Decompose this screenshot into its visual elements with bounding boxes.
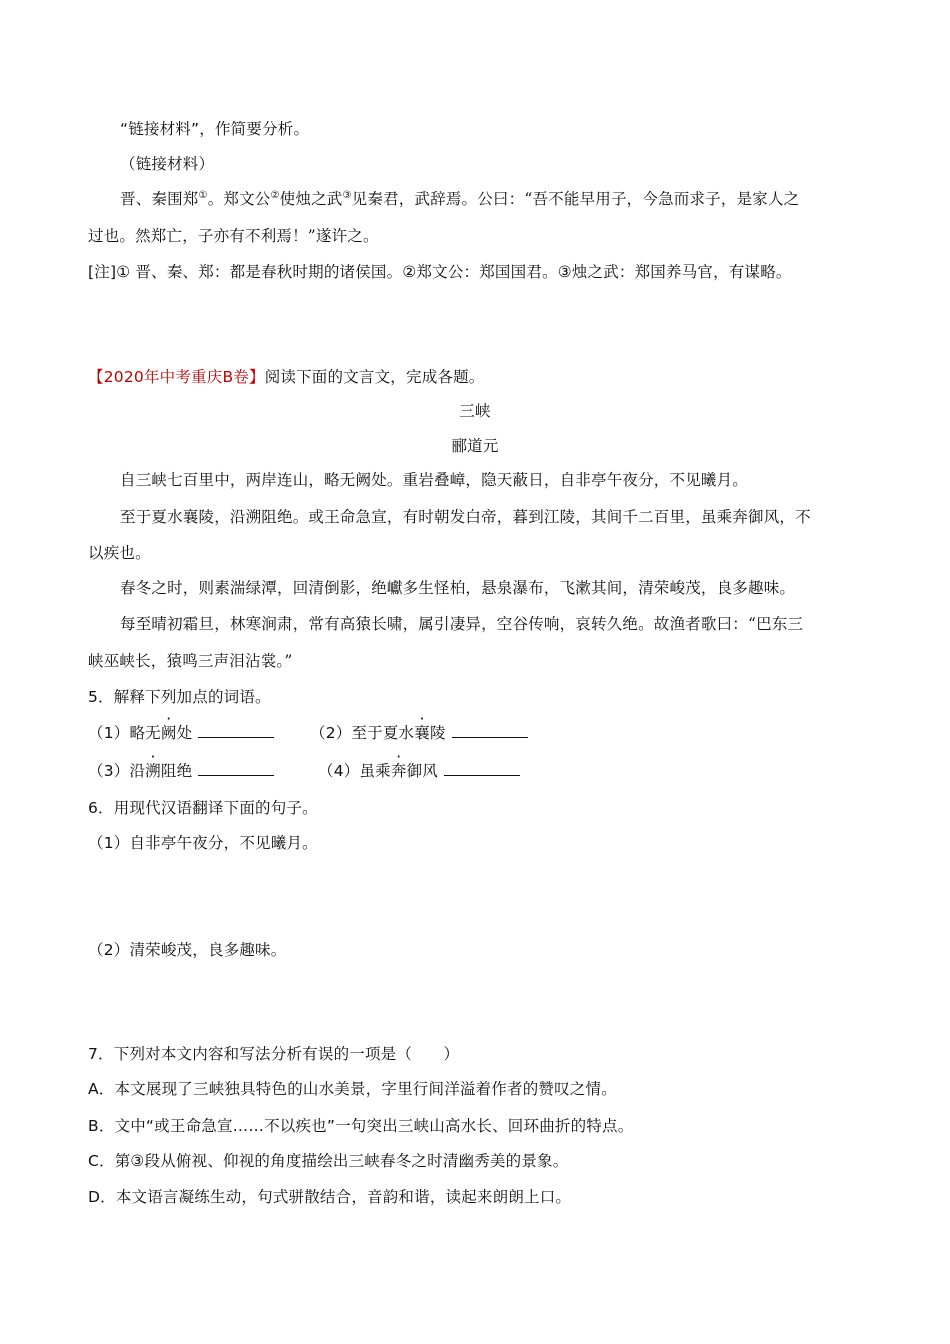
passage-paragraph-4-line1: 每至晴初霜旦，林寒涧肃，常有高猿长啸，属引凄异，空谷传响，哀转久绝。故渔者歌曰：“巴东三 — [120, 615, 804, 633]
footnote-ref-2: ② — [270, 189, 280, 201]
question-5-item-4: （4）虽乘奔御风 — [318, 761, 520, 781]
answer-blank[interactable] — [198, 761, 274, 776]
question-7-stem: 7．下列对本文内容和写法分析有误的一项是（ ） — [88, 1045, 460, 1063]
source-tag: 【2020年中考重庆B卷】 — [88, 368, 265, 386]
section-header — [88, 367, 485, 387]
dotted-word: 奔 — [390, 762, 407, 780]
question-7-option-d[interactable]: D．本文语言凝练生动，句式骈散结合，音韵和谐，读起来朗朗上口。 — [88, 1188, 572, 1206]
question-7-option-a[interactable]: A．本文展现了三峡独具特色的山水美景，字里行间洋溢着作者的赞叹之情。 — [88, 1080, 617, 1098]
passage-paragraph-2-line2: 以疾也。 — [88, 544, 151, 562]
answer-blank[interactable] — [198, 723, 274, 738]
question-7-option-c[interactable]: C．第③段从俯视、仰视的角度描绘出三峡春冬之时清幽秀美的景象。 — [88, 1152, 569, 1170]
passage-author: 郦道元 — [451, 437, 499, 455]
link-material-paragraph-line2: 过也。然郑亡，子亦有不利焉！”遂许之。 — [88, 227, 379, 245]
link-material-paragraph-line1: 晋、秦围郑①。郑文公②使烛之武③见秦君，武辞焉。公曰：“吾不能早用子，今急而求子，是家人之 — [120, 189, 800, 208]
footnote-ref-1: ① — [198, 189, 208, 201]
question-6-stem: 6．用现代汉语翻译下面的句子。 — [88, 799, 318, 817]
question-5-item-1: （1）略无阙处 — [88, 723, 274, 743]
question-7-option-b[interactable]: B．文中“或王命急宣……不以疾也”一句突出三峡山高水长、回环曲折的特点。 — [88, 1117, 634, 1135]
passage-paragraph-3: 春冬之时，则素湍绿潭，回清倒影，绝巘多生怪柏，悬泉瀑布，飞漱其间，清荣峻茂，良多趣味。 — [120, 579, 796, 597]
link-material-header: （链接材料） — [120, 155, 215, 173]
dotted-word: 溯 — [145, 762, 161, 780]
passage-paragraph-2-line1: 至于夏水襄陵，沿溯阻绝。或王命急宣，有时朝发白帝，暮到江陵，其间千二百里，虽乘奔御风，不 — [120, 508, 811, 526]
dotted-word: 阙 — [160, 724, 177, 742]
question-6-sentence-2: （2）清荣峻茂，良多趣味。 — [88, 941, 287, 959]
question-5-item-3: （3）沿溯阻绝 — [88, 761, 274, 781]
answer-blank[interactable] — [452, 723, 528, 738]
question-5-item-2: （2）至于夏水襄陵 — [310, 723, 528, 743]
passage-title: 三峡 — [459, 402, 491, 420]
footnote-ref-3: ③ — [342, 189, 352, 201]
link-material-note: [注]① 晋、秦、郑：都是春秋时期的诸侯国。②郑文公：郑国国君。③烛之武：郑国养马官，有谋略。 — [88, 263, 792, 281]
dotted-word: 襄 — [414, 724, 430, 742]
answer-blank[interactable] — [444, 761, 520, 776]
section-instruction: 阅读下面的文言文，完成各题。 — [264, 368, 485, 386]
passage-paragraph-4-line2: 峡巫峡长，猿鸣三声泪沾裳。” — [88, 652, 293, 670]
question-6-sentence-1: （1）自非亭午夜分，不见曦月。 — [88, 834, 318, 852]
link-material-intro: “链接材料”，作简要分析。 — [120, 120, 310, 138]
question-5-stem: 5．解释下列加点的词语。 — [88, 688, 271, 706]
passage-paragraph-1: 自三峡七百里中，两岸连山，略无阙处。重岩叠嶂，隐天蔽日，自非亭午夜分，不见曦月。 — [120, 471, 749, 489]
